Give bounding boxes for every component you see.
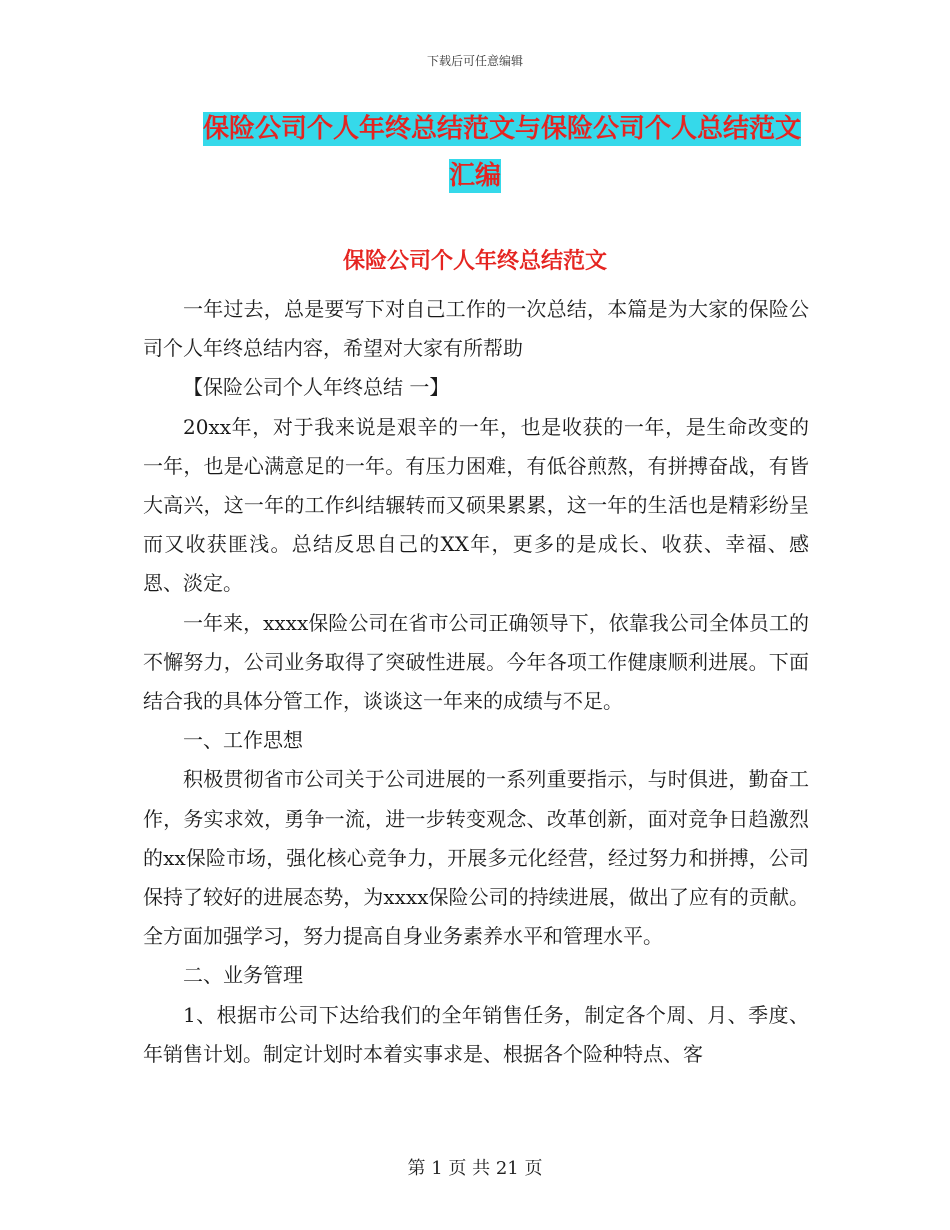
page-footer: 第 1 页 共 21 页 [407,1158,543,1179]
section-title: 保险公司个人年终总结范文 [342,249,607,274]
header-note: 下载后可任意编辑 [426,54,523,68]
paragraph-subheading: 【保险公司个人年终总结 一】 [183,375,450,400]
paragraph-business-management: 1、根据市公司下达给我们的全年销售任务，制定各个周、月、季度、年销售计划。制定计划时本着实事求是、根据各个险种特点、客 [143,1002,809,1066]
heading-work-thinking: 一、工作思想 [183,728,303,753]
paragraph-year-summary: 20xx年，对于我来说是艰辛的一年，也是收获的一年，是生命改变的一年，也是心满意足的一年。有压力困难，有低谷煎熬，有拼搏奋战，有皆大高兴，这一年的工作纠结辗转而又硕果累累，这一年的生活也是精彩纷呈而又收获匪浅。总结反思自己的XX年，更多的是成长、收获、幸福、感恩、淡定。 [143,414,809,596]
document-title-line-2: 汇编 [448,161,501,191]
paragraph-company-progress: 一年来，xxxx保险公司在省市公司正确领导下，依靠我公司全体员工的不懈努力，公司业务取得了突破性进展。今年各项工作健康顺利进展。下面结合我的具体分管工作，谈谈这一年来的成绩与不足。 [143,610,809,714]
paragraph-work-thinking: 积极贯彻省市公司关于公司进展的一系列重要指示，与时俱进，勤奋工作，务实求效，勇争一流，进一步转变观念、改革创新，面对竞争日趋激烈的xx保险市场，强化核心竞争力，开展多元化经营，经过努力和拼搏，公司保持了较好的进展态势，为xxxx保险公司的持续进展，做出了应有的贡献。全方面加强学习，努力提高自身业务素养水平和管理水平。 [143,767,809,949]
heading-business-management: 二、业务管理 [183,963,303,988]
document-body [143,290,809,1074]
paragraph-intro: 一年过去，总是要写下对自己工作的一次总结，本篇是为大家的保险公司个人年终总结内容，希望对大家有所帮助 [143,297,809,361]
document-title [0,106,950,200]
document-title-line-1: 保险公司个人年终总结范文与保险公司个人总结范文 [202,114,801,144]
